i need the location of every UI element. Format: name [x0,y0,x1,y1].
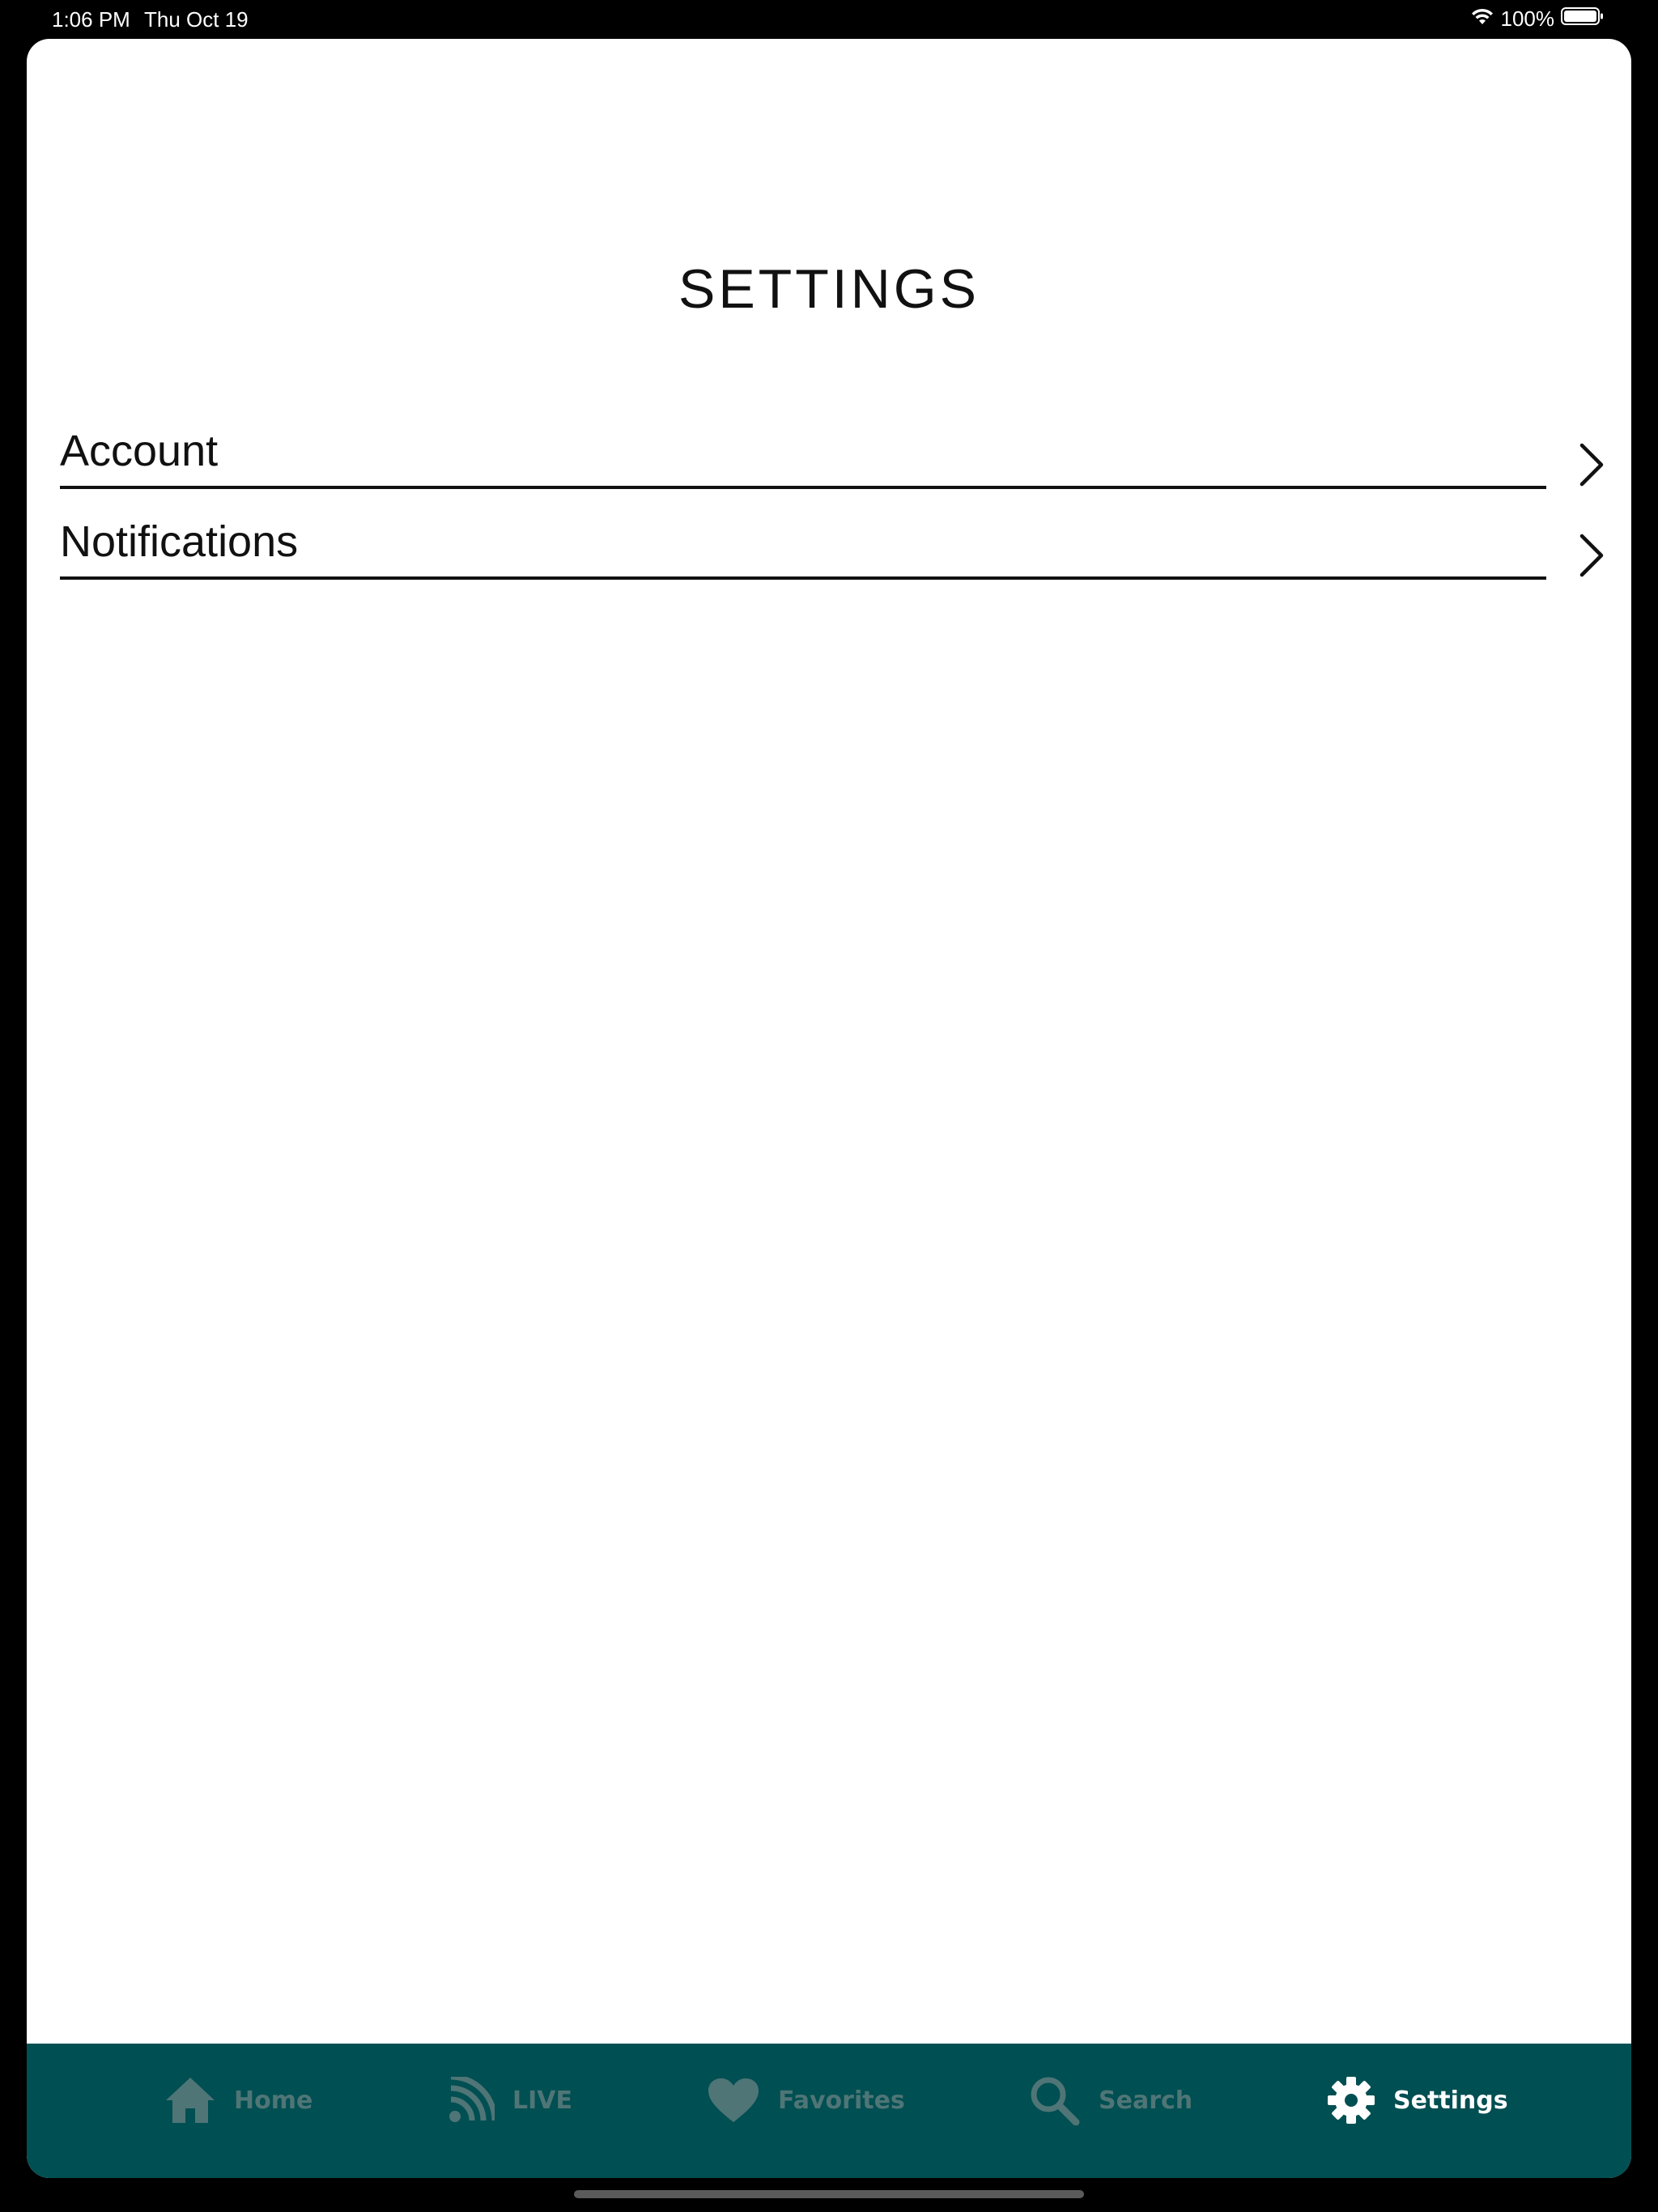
battery-percent: 100% [1500,6,1554,31]
home-indicator[interactable] [574,2190,1084,2198]
app-window [27,39,1631,2178]
page-title: SETTINGS [678,258,980,320]
search-icon [1029,2075,1081,2125]
wifi-icon [1470,6,1494,32]
tab-label: Settings [1393,2086,1508,2115]
tab-label: LIVE [512,2086,572,2115]
status-bar [0,0,1658,39]
battery-icon [1561,6,1605,32]
tab-search[interactable] [1029,2044,1192,2157]
heart-icon [707,2077,760,2124]
rss-icon [448,2077,495,2124]
tab-bar [27,2044,1631,2178]
status-time: 1:06 PM [52,7,130,32]
tab-live[interactable] [448,2044,572,2157]
gear-icon [1327,2076,1375,2125]
settings-item-label: Notifications [60,517,299,566]
tab-settings[interactable] [1327,2044,1508,2157]
home-icon [164,2076,216,2125]
chevron-right-icon [1574,440,1606,489]
chevron-right-icon [1574,531,1606,580]
settings-item-label: Account [60,427,219,475]
divider [60,576,1546,580]
tab-label: Favorites [778,2086,905,2115]
tab-label: Home [234,2086,313,2115]
settings-list [60,395,1598,576]
settings-item-account[interactable] [60,395,1598,486]
status-indicators [1470,6,1605,32]
tab-home[interactable] [164,2044,312,2157]
tab-favorites[interactable] [707,2044,905,2157]
tab-label: Search [1099,2086,1193,2115]
status-date: Thu Oct 19 [144,7,249,32]
settings-item-notifications[interactable] [60,486,1598,576]
